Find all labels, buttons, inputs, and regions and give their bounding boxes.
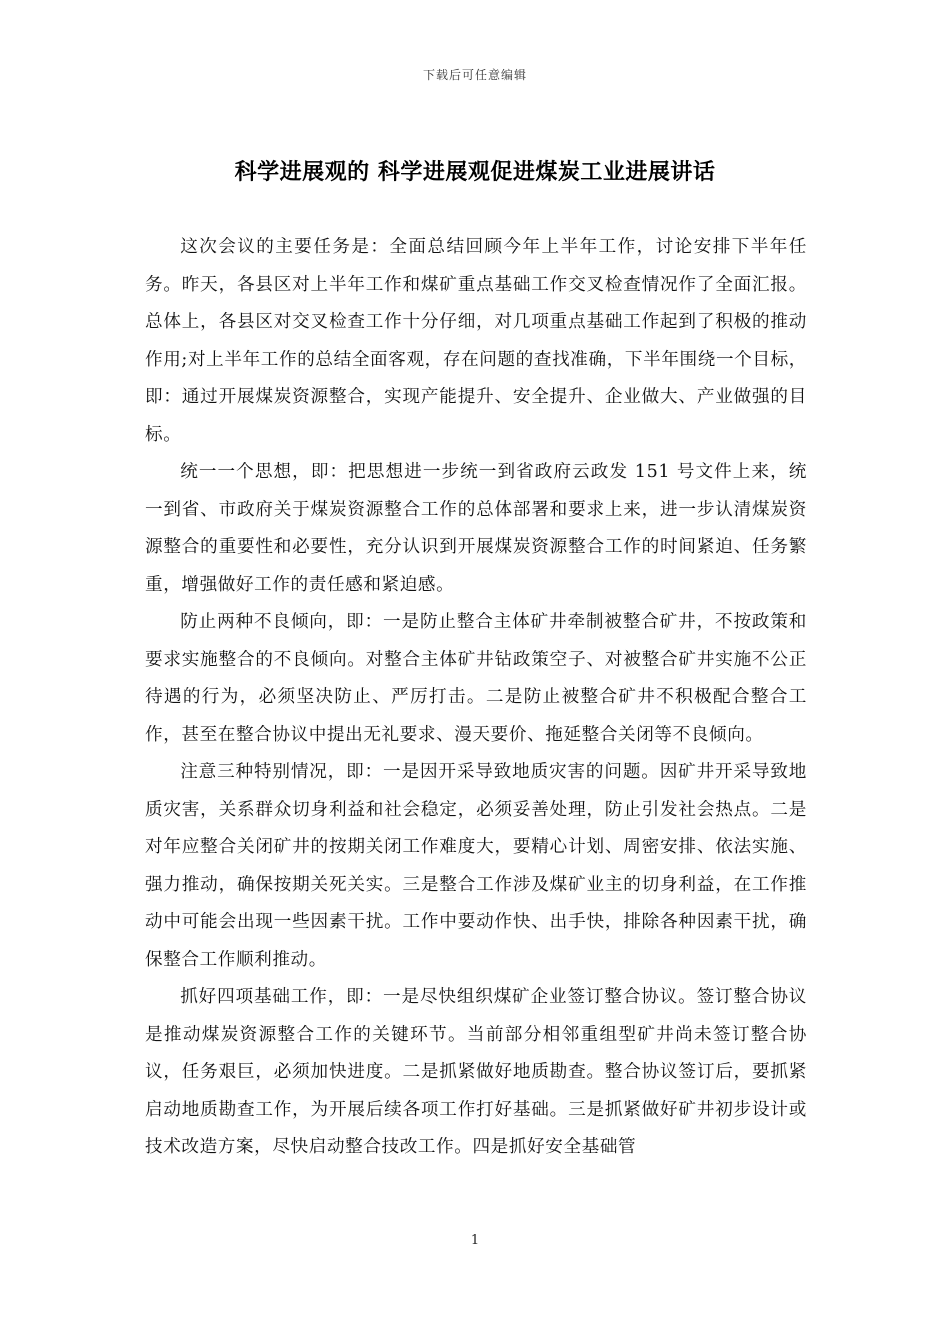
document-title: 科学进展观的 科学进展观促进煤炭工业进展讲话 [234,160,716,185]
document-body [145,229,807,1167]
paragraph: 统一一个思想，即：把思想进一步统一到省政府云政发 151 号文件上来，统一到省、市政府关于煤炭资源整合工作的总体部署和要求上来，进一步认清煤炭资源整合的重要性和必要性，充分认识到开展煤炭资源整合工作的时间紧迫、任务繁重，增强做好工作的责任感和紧迫感。 [145,462,807,595]
paragraph: 注意三种特别情况，即：一是因开采导致地质灾害的问题。因矿井开采导致地质灾害，关系群众切身利益和社会稳定，必须妥善处理，防止引发社会热点。二是对年应整合关闭矿井的按期关闭工作难度大，要精心计划、周密安排、依法实施、强力推动，确保按期关死关实。三是整合工作涉及煤矿业主的切身利益，在工作推动中可能会出现一些因素干扰。工作中要动作快、出手快，排除各种因素干扰，确保整合工作顺利推动。 [145,762,807,970]
paragraph: 抓好四项基础工作，即：一是尽快组织煤矿企业签订整合协议。签订整合协议是推动煤炭资源整合工作的关键环节。当前部分相邻重组型矿井尚未签订整合协议，任务艰巨，必须加快进度。二是抓紧做好地质勘查。整合协议签订后，要抓紧启动地质勘查工作，为开展后续各项工作打好基础。三是抓紧做好矿井初步设计或技术改造方案，尽快启动整合技改工作。四是抓好安全基础管 [145,987,807,1157]
header-note: 下载后可任意编辑 [422,68,527,82]
page-number: 1 [470,1233,480,1248]
paragraph: 这次会议的主要任务是：全面总结回顾今年上半年工作，讨论安排下半年任务。昨天，各县区对上半年工作和煤矿重点基础工作交叉检查情况作了全面汇报。总体上，各县区对交叉检查工作十分仔细，对几项重点基础工作起到了积极的推动作用;对上半年工作的总结全面客观，存在问题的查找准确，下半年围绕一个目标，即：通过开展煤炭资源整合，实现产能提升、安全提升、企业做大、产业做强的目标。 [145,237,807,445]
paragraph: 防止两种不良倾向，即：一是防止整合主体矿井牵制被整合矿井，不按政策和要求实施整合的不良倾向。对整合主体矿井钻政策空子、对被整合矿井实施不公正待遇的行为，必须坚决防止、严厉打击。二是防止被整合矿井不积极配合整合工作，甚至在整合协议中提出无礼要求、漫天要价、拖延整合关闭等不良倾向。 [145,612,807,745]
